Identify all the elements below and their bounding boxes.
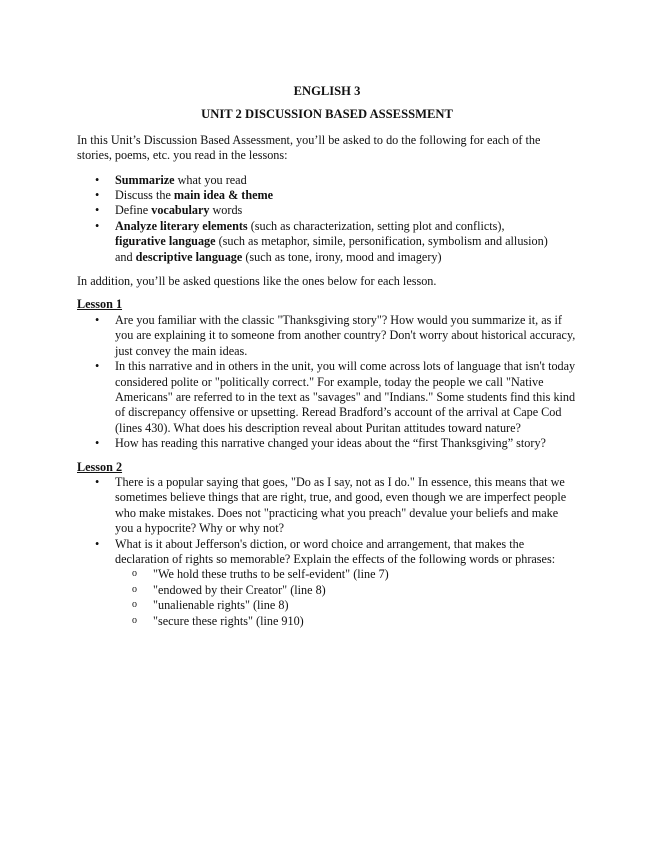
task-list xyxy=(77,173,577,265)
list-item: • Are you familiar with the classic "Thanksgiving story"? How would you summarize it, as if you are explaining it to someone from another country? Don't worry about historical accuracy, just convey the main ideas. xyxy=(115,313,577,359)
document-title: ENGLISH 3 xyxy=(293,84,361,98)
lesson-2-questions xyxy=(77,475,577,629)
addition-paragraph: In addition, you’ll be asked questions like the ones below for each lesson. xyxy=(77,274,437,289)
lesson-1-heading: Lesson 1 xyxy=(77,297,123,312)
task-item-main-idea: • Discuss the main idea & theme xyxy=(115,188,577,203)
list-item: • How has reading this narrative changed your ideas about the “first Thanksgiving” story? xyxy=(115,436,577,451)
phrase-item: o "unalienable rights" (line 8) xyxy=(153,598,577,613)
phrase-item: o "We hold these truths to be self-evident" (line 7) xyxy=(153,567,577,582)
lesson-2-heading: Lesson 2 xyxy=(77,459,123,474)
list-item: • There is a popular saying that goes, "Do as I say, not as I do." In essence, this means that we sometimes believe things that are right, true, and good, even though we are imperfect people who make mistakes. Does not "practicing what you preach" devalue your beliefs and make you a hypocrite? Why or why not? xyxy=(115,475,577,537)
lesson-1-questions xyxy=(77,313,577,452)
list-item: • What is it about Jefferson's diction, or word choice and arrangement, that makes the declaration of rights so memorable? Explain the effects of the following words or phrases: o "We hold these truths to be self-evident" (line 7) o "endowed by their Creator" (line 8) o "unalienable rights" (line 8) o "secure these rights" (line 910) xyxy=(115,537,577,629)
document-page xyxy=(77,84,577,629)
phrase-list xyxy=(115,567,577,629)
document-subtitle: UNIT 2 DISCUSSION BASED ASSESSMENT xyxy=(201,107,453,122)
task-item-vocabulary: • Define vocabulary words xyxy=(115,203,577,218)
intro-paragraph: In this Unit’s Discussion Based Assessment, you’ll be asked to do the following for each of the stories, poems, etc. you read in the lessons: xyxy=(77,132,541,163)
task-item-literary-elements: • Analyze literary elements (such as characterization, setting plot and conflicts), figurative language (such as metaphor, simile, personification, symbolism and allusion) and descriptive language (such as tone, irony, mood and imagery) xyxy=(115,219,577,265)
list-item: • In this narrative and in others in the unit, you will come across lots of language that isn't today considered polite or "politically correct." For example, today the people we call "Native Americans" are referred to in the text as "savages" and "Indians." Some students find this kind of discrepancy offensive or upsetting. Reread Bradford’s account of the arrival at Cape Cod (lines 430). What does his description reveal about Puritan attitudes toward nature? xyxy=(115,359,577,436)
phrase-item: o "secure these rights" (line 910) xyxy=(153,614,577,629)
task-item-summarize: • Summarize what you read xyxy=(115,173,577,188)
phrase-item: o "endowed by their Creator" (line 8) xyxy=(153,583,577,598)
